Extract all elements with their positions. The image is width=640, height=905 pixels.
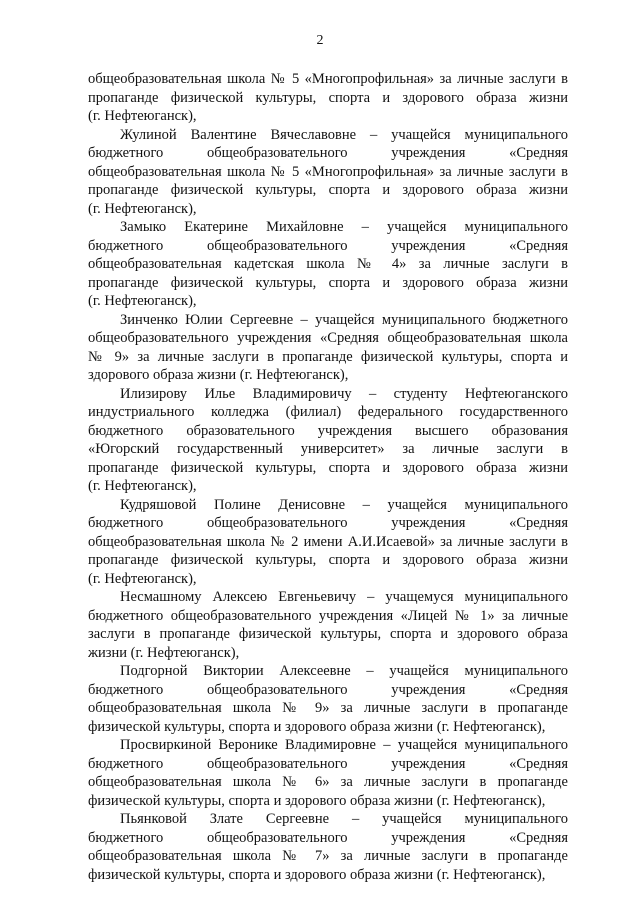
- text-line: общеобразовательная школа № 5 «Многопрофильная» за личные заслуги в: [88, 163, 568, 180]
- text-line: (г. Нефтеюганск),: [88, 108, 197, 124]
- text-line: (г. Нефтеюганск),: [88, 478, 197, 494]
- text-line: пропаганде физической культуры, спорта и здорового образа жизни: [88, 182, 568, 198]
- text-line: бюджетного общеобразовательного учреждения «Средняя: [88, 681, 568, 698]
- paragraph: [88, 311, 568, 385]
- text-line: пропаганде физической культуры, спорта и здорового образа жизни: [88, 552, 568, 568]
- text-line: бюджетного общеобразовательного учреждения «Средняя: [88, 145, 568, 161]
- text-line: бюджетного общеобразовательного учреждения «Средняя: [88, 237, 568, 254]
- text-line: бюджетного образовательного учреждения высшего образования: [88, 422, 568, 439]
- paragraph: [88, 810, 568, 884]
- paragraph: [88, 588, 568, 662]
- text-line: общеобразовательная школа № 7» за личные заслуги в пропаганде: [88, 848, 568, 864]
- paragraph: [88, 662, 568, 736]
- text-line: № 9» за личные заслуги в пропаганде физической культуры, спорта и: [88, 348, 568, 365]
- paragraph: [88, 218, 568, 311]
- paragraph: [88, 736, 568, 810]
- paragraph: [88, 126, 568, 219]
- paragraph: [88, 496, 568, 589]
- text-line: (г. Нефтеюганск),: [88, 200, 197, 217]
- paragraph: [88, 70, 568, 126]
- text-line: здорового образа жизни (г. Нефтеюганск),: [88, 367, 349, 383]
- text-line: пропаганде физической культуры, спорта и здорового образа жизни: [88, 89, 568, 106]
- text-line: пропаганде физической культуры, спорта и здорового образа жизни: [88, 459, 568, 476]
- text-line: Просвиркиной Веронике Владимировне – учащейся муниципального: [120, 737, 568, 753]
- text-line: Пьянковой Злате Сергеевне – учащейся муниципального: [120, 811, 568, 827]
- text-line: общеобразовательная школа № 6» за личные заслуги в пропаганде: [88, 774, 568, 790]
- text-line: общеобразовательного учреждения «Средняя общеобразовательная школа: [88, 330, 568, 346]
- text-line: общеобразовательная школа № 9» за личные заслуги в пропаганде: [88, 700, 568, 716]
- text-line: Кудряшовой Полине Денисовне – учащейся муниципального: [120, 496, 568, 513]
- text-line: жизни (г. Нефтеюганск),: [88, 644, 240, 661]
- document-body: [88, 70, 568, 884]
- paragraph: [88, 385, 568, 496]
- text-line: физической культуры, спорта и здорового образа жизни (г. Нефтеюганск),: [88, 718, 546, 735]
- page-number: 2: [316, 33, 324, 48]
- text-line: общеобразовательная школа № 2 имени А.И.Исаевой» за личные заслуги в: [88, 533, 568, 550]
- text-line: общеобразовательная школа № 5 «Многопрофильная» за личные заслуги в: [88, 71, 568, 87]
- text-line: Жулиной Валентине Вячеславовне – учащейся муниципального: [120, 126, 568, 143]
- text-line: Замыко Екатерине Михайловне – учащейся муниципального: [120, 219, 568, 235]
- text-line: (г. Нефтеюганск),: [88, 293, 197, 309]
- text-line: Подгорной Виктории Алексеевне – учащейся муниципального: [120, 663, 568, 679]
- text-line: «Югорский государственный университет» за личные заслуги в: [88, 441, 568, 457]
- text-line: Зинченко Юлии Сергеевне – учащейся муниципального бюджетного: [120, 311, 568, 328]
- text-line: Несмашному Алексею Евгеньевичу – учащемуся муниципального: [120, 589, 568, 605]
- text-line: физической культуры, спорта и здорового образа жизни (г. Нефтеюганск),: [88, 792, 546, 809]
- text-line: заслуги в пропаганде физической культуры, спорта и здорового образа: [88, 626, 568, 642]
- text-line: бюджетного общеобразовательного учреждения «Средняя: [88, 755, 568, 772]
- text-line: индустриального колледжа (филиал) федерального государственного: [88, 404, 568, 420]
- text-line: общеобразовательная кадетская школа № 4» за личные заслуги в: [88, 256, 568, 272]
- text-line: Илизирову Илье Владимировичу – студенту Нефтеюганского: [120, 385, 568, 402]
- text-line: (г. Нефтеюганск),: [88, 570, 197, 587]
- text-line: физической культуры, спорта и здорового образа жизни (г. Нефтеюганск),: [88, 866, 546, 883]
- text-line: бюджетного общеобразовательного учреждения «Средняя: [88, 515, 568, 531]
- text-line: пропаганде физической культуры, спорта и здорового образа жизни: [88, 274, 568, 291]
- text-line: бюджетного общеобразовательного учреждения «Средняя: [88, 829, 568, 846]
- text-line: бюджетного общеобразовательного учреждения «Лицей № 1» за личные: [88, 607, 568, 624]
